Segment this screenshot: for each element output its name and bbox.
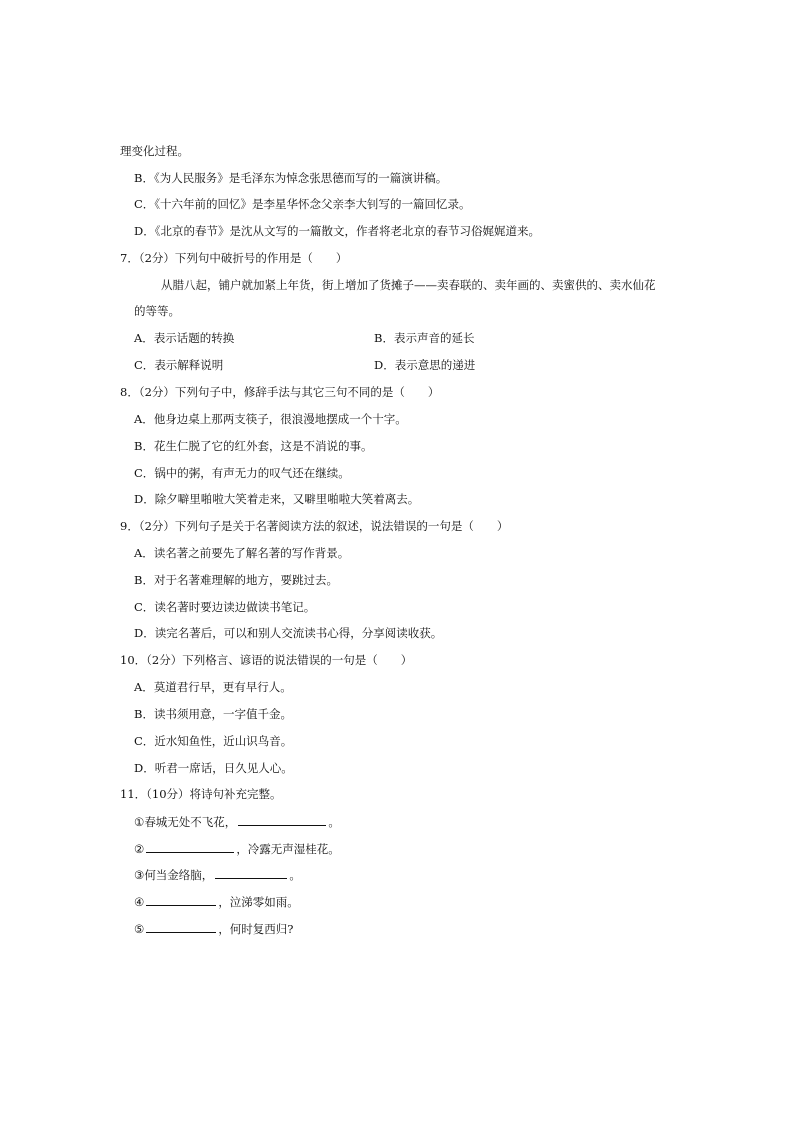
answer-blank[interactable] xyxy=(146,894,216,906)
q8-stem: 8．（2分）下列句子中，修辞手法与其它三句不同的是（ ） xyxy=(120,385,440,399)
answer-blank[interactable] xyxy=(215,867,287,879)
q7-option-c: C．表示解释说明 xyxy=(134,358,224,372)
q9-stem: 9．（2分）下列句子是关于名著阅读方法的叙述，说法错误的一句是（ ） xyxy=(120,519,509,533)
q10-option-c: C．近水知鱼性，近山识鸟音。 xyxy=(134,734,293,748)
q10-option-d: D．听君一席话，日久见人心。 xyxy=(134,761,293,775)
q8-option-c: C．锅中的粥，有声无力的叹气还在继续。 xyxy=(134,466,350,480)
q10-stem: 10．（2分）下列格言、谚语的说法错误的一句是（ ） xyxy=(120,653,413,667)
q9-option-c: C．读名著时要边读边做读书笔记。 xyxy=(134,600,316,614)
q6-continuation: 理变化过程。 xyxy=(120,144,189,158)
q7-option-b: B．表示声音的延长 xyxy=(374,331,475,345)
answer-blank[interactable] xyxy=(146,921,216,933)
q6-option-d: D．《北京的春节》是沈从文写的一篇散文，作者将老北京的春节习俗娓娓道来。 xyxy=(134,224,540,238)
q7-option-d: D．表示意思的递进 xyxy=(374,358,476,372)
q10-option-a: A．莫道君行早，更有早行人。 xyxy=(134,680,292,694)
answer-blank[interactable] xyxy=(238,814,326,826)
q8-option-d: D．除夕噼里啪啦大笑着走来，又噼里啪啦大笑着离去。 xyxy=(134,492,420,506)
q11-item-3: ③何当金络脑， 。 xyxy=(134,868,301,882)
q11-item-5: ⑤ ，何时复西归? xyxy=(134,922,294,936)
q6-option-b: B．《为人民服务》是毛泽东为悼念张思德而写的一篇演讲稿。 xyxy=(134,171,448,185)
q9-option-b: B．对于名著难理解的地方，要跳过去。 xyxy=(134,573,338,587)
q11-stem: 11．（10分）将诗句补充完整。 xyxy=(120,787,282,801)
q8-option-b: B．花生仁脱了它的红外套，这是不消说的事。 xyxy=(134,439,373,453)
q7-option-a: A．表示话题的转换 xyxy=(134,331,235,345)
q8-option-a: A．他身边桌上那两支筷子，很浪漫地摆成一个十字。 xyxy=(134,412,407,426)
q10-option-b: B．读书须用意，一字值千金。 xyxy=(134,707,292,721)
q9-option-a: A．读名著之前要先了解名著的写作背景。 xyxy=(134,546,350,560)
q7-stem: 7．（2分）下列句中破折号的作用是（ ） xyxy=(120,251,348,265)
q7-passage-line-1: 从腊八起，铺户就加紧上年货，街上增加了货摊子——卖春联的、卖年画的、卖蜜供的、卖水仙花 xyxy=(161,278,656,292)
q6-option-c: C．《十六年前的回忆》是李星华怀念父亲李大钊写的一篇回忆录。 xyxy=(134,197,471,211)
q11-item-2: ② ，冷露无声湿桂花。 xyxy=(134,842,340,856)
answer-blank[interactable] xyxy=(146,841,234,853)
q11-item-1: ①春城无处不飞花， 。 xyxy=(134,815,340,829)
q9-option-d: D．读完名著后，可以和别人交流读书心得，分享阅读收获。 xyxy=(134,626,443,640)
q7-passage-line-2: 的等等。 xyxy=(134,304,180,318)
q11-item-4: ④ ，泣涕零如雨。 xyxy=(134,895,299,909)
